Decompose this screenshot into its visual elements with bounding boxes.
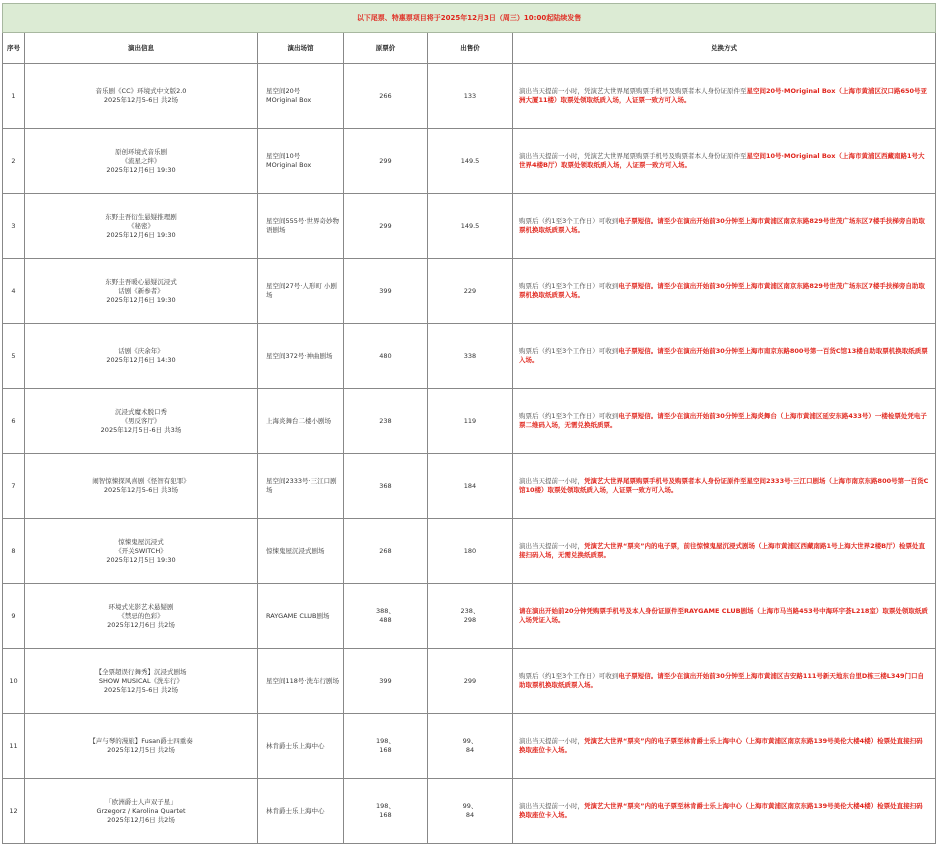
show-info-line: 2025年12月5-6日 共2场 [103, 685, 179, 694]
original-price-cell [344, 779, 428, 844]
redeem-method-text: 购票后（约1至3个工作日）可收到 [519, 217, 619, 225]
redeem-method-text: 购票后（约1至3个工作日）可收到 [519, 672, 619, 680]
table-row [3, 519, 936, 584]
redeem-method-cell [513, 259, 936, 324]
header-method: 兑换方式 [513, 33, 936, 64]
show-info-line: 东野圭吾衍生悬疑推理剧 [105, 212, 177, 221]
venue-line: 上海炎舞台二楼小剧场 [266, 416, 331, 425]
original-price: 299 [379, 221, 392, 230]
original-price-cell [344, 129, 428, 194]
table-row [3, 194, 936, 259]
show-info-line: 【声与琴的漫旅】Fusan爵士四重奏 [89, 737, 193, 745]
sale-price: 99、 [462, 802, 478, 810]
venue-line: 林肯爵士乐上海中心 [266, 741, 325, 750]
original-price: 388、 [376, 607, 395, 615]
venue-cell [258, 714, 344, 779]
show-info-cell [25, 324, 258, 389]
original-price-cell [344, 64, 428, 129]
show-info-line: 【全票超误行舞秀】沉浸式剧场 [95, 667, 187, 676]
sale-price: 119 [463, 416, 477, 425]
sale-price-cell [428, 129, 513, 194]
sale-price: 149.5 [460, 156, 480, 165]
show-info-line: 环境式光影艺术悬疑剧 [108, 602, 174, 611]
sale-price: 84 [465, 746, 475, 754]
redeem-method-cell [513, 194, 936, 259]
show-info-cell [25, 649, 258, 714]
redeem-method-highlight: 星空间20号·MOriginal Box（上海市黄浦区汉口路650号亚洲大厦11楼）取票处领取纸质入场，人证票一致方可入场。 [519, 87, 928, 104]
sale-price: 184 [463, 481, 477, 490]
row-number: 7 [3, 454, 25, 519]
redeem-method-highlight: 电子票短信。请至少在演出开始前30分钟至上海市黄浦区南京东路829号世茂广场东区7楼手扶梯旁自助取票机换取纸质票入场。 [519, 282, 925, 299]
original-price-cell [344, 324, 428, 389]
redeem-method-text: 购票后（约1至3个工作日）可收到 [519, 282, 619, 290]
show-info-cell [25, 714, 258, 779]
sale-price: 298 [463, 616, 477, 624]
original-price: 480 [379, 351, 392, 360]
table-row [3, 259, 936, 324]
venue-line: 星空间10号 [266, 152, 301, 160]
redeem-method-highlight: 凭演艺大世界尾票购票手机号及购票者本人身份证原件至星空间2333号·三江口剧场（上海市南京东路800号第一百货C馆10楼）取票处领取纸质入场，人证票一致方可入场。 [519, 477, 929, 494]
header-venue: 演出场馆 [258, 33, 344, 64]
redeem-method-highlight: 请在演出开始前20分钟凭购票手机号及本人身份证原件至RAYGAME CLUB剧场（上海市马当路453号中海环宇荟L218室）取票处领取纸质入场凭证入场。 [519, 607, 928, 624]
table-row [3, 584, 936, 649]
show-info-line: 2025年12月5-6日 共2场 [103, 96, 179, 104]
sale-price-cell [428, 259, 513, 324]
venue-cell [258, 454, 344, 519]
sale-price: 229 [463, 286, 477, 295]
venue-cell [258, 194, 344, 259]
venue-line: MOriginal Box [266, 161, 312, 169]
redeem-method-cell [513, 779, 936, 844]
redeem-method-text: 演出当天提前一小时， [519, 477, 584, 485]
sale-price-cell [428, 64, 513, 129]
header-num: 序号 [3, 33, 25, 64]
row-number: 4 [3, 259, 25, 324]
ticket-table-sheet [2, 3, 935, 844]
row-number: 12 [3, 779, 25, 844]
original-price-cell [344, 454, 428, 519]
show-info-line: 《秘密》 [128, 221, 154, 230]
venue-line: 星空间372号·神曲剧场 [266, 351, 333, 360]
header-sale: 出售价 [428, 33, 513, 64]
show-info-cell [25, 779, 258, 844]
row-number: 6 [3, 389, 25, 454]
table-row [3, 649, 936, 714]
table-header-row [3, 33, 936, 64]
venue-cell [258, 64, 344, 129]
row-number: 9 [3, 584, 25, 649]
redeem-method-text: 演出当天提前一小时， [519, 737, 584, 745]
show-info-cell [25, 194, 258, 259]
original-price: 168 [379, 811, 392, 819]
original-price-cell [344, 259, 428, 324]
sale-price-cell [428, 714, 513, 779]
show-info-line: 话剧《新参者》 [118, 286, 164, 295]
redeem-method-text: 演出当天提前一小时， [519, 542, 584, 550]
show-info-line: 《禁忌的色彩》 [118, 611, 164, 620]
venue-line: 星空间2333号·三江口剧场 [266, 477, 337, 494]
venue-cell [258, 324, 344, 389]
venue-line: 惊悚鬼屋沉浸式剧场 [266, 546, 325, 555]
redeem-method-cell [513, 714, 936, 779]
venue-line: 星空间118号·洗车行剧场 [266, 676, 339, 685]
row-number: 8 [3, 519, 25, 584]
show-info-line: 2025年12月6日 14:30 [106, 356, 176, 364]
venue-line: 林肯爵士乐上海中心 [266, 806, 325, 815]
redeem-method-highlight: 电子票短信。请至少在演出开始前30分钟至上海炎舞台（上海市黄浦区延安东路433号）一楼检票处凭电子票二维码入场，无需兑换纸质票。 [519, 412, 927, 429]
row-number: 11 [3, 714, 25, 779]
redeem-method-highlight: 电子票短信。请至少在演出开始前30分钟至上海市南京东路800号第一百货C馆13楼自助取票机换取纸质票入场。 [519, 347, 928, 364]
original-price-cell [344, 584, 428, 649]
show-info-cell [25, 389, 258, 454]
sale-price: 149.5 [460, 221, 480, 230]
header-info: 演出信息 [25, 33, 258, 64]
table-row [3, 64, 936, 129]
sale-price-cell [428, 194, 513, 259]
show-info-cell [25, 519, 258, 584]
sale-price: 238、 [460, 607, 480, 615]
sale-price-cell [428, 584, 513, 649]
table-row [3, 454, 936, 519]
venue-cell [258, 519, 344, 584]
show-info-cell [25, 259, 258, 324]
row-number: 3 [3, 194, 25, 259]
venue-line: MOriginal Box [266, 96, 312, 104]
table-row [3, 129, 936, 194]
header-price: 原票价 [344, 33, 428, 64]
sale-price: 133 [463, 91, 477, 100]
venue-cell [258, 649, 344, 714]
show-info-line: 2025年12月5日 19:30 [106, 555, 176, 564]
row-number: 5 [3, 324, 25, 389]
show-info-line: Grzegorz / Karolina Quartet [96, 806, 186, 815]
show-info-line: 2025年12月5日 共2场 [107, 746, 175, 754]
sale-price: 99、 [462, 737, 478, 745]
redeem-method-highlight: 电子票短信。请至少在演出开始前30分钟至上海市黄浦区吉安路111号新天地东台里D栋三楼L349门口自助取票机换取纸质票入场。 [519, 672, 925, 689]
show-info-line: 《男反客厅》 [121, 416, 161, 425]
redeem-method-cell [513, 129, 936, 194]
original-price: 198、 [376, 802, 395, 810]
venue-cell [258, 259, 344, 324]
sale-notice-banner: 以下尾票、特惠票项目将于2025年12月3日（周三）10:00起陆续发售 [3, 4, 936, 33]
original-price: 488 [379, 616, 392, 624]
redeem-method-cell [513, 64, 936, 129]
show-info-line: 2025年12月6日 共2场 [107, 815, 175, 824]
show-info-line: 惊悚鬼屋沉浸式 [118, 537, 164, 546]
row-number: 10 [3, 649, 25, 714]
sale-price-cell [428, 779, 513, 844]
sale-price-cell [428, 324, 513, 389]
row-number: 1 [3, 64, 25, 129]
show-info-line: 2025年12月6日 共2场 [107, 620, 175, 629]
original-price: 238 [379, 416, 392, 425]
show-info-line: 2025年12月6日 19:30 [106, 165, 176, 174]
show-info-line: 东野圭吾暖心悬疑沉浸式 [105, 277, 177, 286]
redeem-method-highlight: 凭演艺大世界“票夹”内的电子票至林肯爵士乐上海中心（上海市黄浦区南京东路139号美伦大楼4楼）检票处直接扫码换取座位卡入场。 [519, 802, 923, 819]
redeem-method-text: 演出当天提前一小时， [519, 802, 584, 810]
original-price: 399 [379, 286, 392, 295]
show-info-line: 2025年12月5-6日 共3场 [103, 486, 179, 494]
sale-price-cell [428, 649, 513, 714]
show-info-cell [25, 64, 258, 129]
show-info-line: 沉浸式魔术脱口秀 [115, 407, 167, 416]
show-info-line: 原创环境式音乐剧 [115, 147, 167, 156]
table-row [3, 324, 936, 389]
sale-price: 84 [465, 811, 475, 819]
table-row [3, 714, 936, 779]
redeem-method-highlight: 凭演艺大世界“票夹”内的电子票，前往惊悚鬼屋沉浸式剧场（上海市黄浦区西藏南路1号上海大世界2楼B厅）检票处直接扫码入场，无需兑换纸质票。 [519, 542, 926, 559]
show-info-line: 2025年12月6日 19:30 [106, 295, 176, 304]
redeem-method-cell [513, 519, 936, 584]
original-price: 299 [379, 156, 392, 165]
redeem-method-highlight: 凭演艺大世界“票夹”内的电子票至林肯爵士乐上海中心（上海市黄浦区南京东路139号美伦大楼4楼）检票处直接扫码换取座位卡入场。 [519, 737, 923, 754]
redeem-method-cell [513, 454, 936, 519]
show-info-cell [25, 454, 258, 519]
redeem-method-cell [513, 649, 936, 714]
show-info-line: 「欧洲爵士人声双子星」 [105, 797, 177, 806]
show-info-line: 2025年12月5日-6日 共3场 [100, 425, 182, 434]
venue-line: RAYGAME CLUB剧场 [266, 611, 330, 620]
table-row [3, 389, 936, 454]
show-info-line: SHOW MUSICAL《洗车行》 [98, 676, 184, 685]
show-info-cell [25, 129, 258, 194]
venue-cell [258, 584, 344, 649]
venue-line: 星空间555号·世界奇妙物语剧场 [266, 217, 339, 234]
show-info-line: 音乐剧《CC》环境式中文版2.0 [95, 87, 187, 95]
sale-price: 180 [463, 546, 477, 555]
venue-cell [258, 129, 344, 194]
original-price: 368 [379, 481, 392, 490]
venue-line: 星空间27号·人形町 小剧场 [266, 282, 337, 299]
original-price: 198、 [376, 737, 395, 745]
redeem-method-text: 演出当天提前一小时，凭演艺大世界尾票购票手机号及购票者本人身份证原件至 [519, 87, 747, 95]
venue-line: 星空间20号 [266, 87, 301, 95]
ticket-table [2, 3, 936, 844]
sale-price-cell [428, 519, 513, 584]
show-info-line: 《开关SWITCH》 [115, 546, 167, 555]
original-price-cell [344, 649, 428, 714]
original-price-cell [344, 389, 428, 454]
show-info-cell [25, 584, 258, 649]
original-price: 268 [379, 546, 392, 555]
sale-price: 299 [463, 676, 477, 685]
table-row [3, 779, 936, 844]
sale-price: 338 [463, 351, 477, 360]
table-body [3, 64, 936, 844]
redeem-method-text: 购票后（约1至3个工作日）可收到 [519, 412, 619, 420]
show-info-line: 话剧《庆余年》 [118, 347, 164, 355]
redeem-method-cell [513, 324, 936, 389]
redeem-method-cell [513, 584, 936, 649]
sale-price-cell [428, 389, 513, 454]
venue-cell [258, 779, 344, 844]
original-price-cell [344, 714, 428, 779]
redeem-method-highlight: 电子票短信。请至少在演出开始前30分钟至上海市黄浦区南京东路829号世茂广场东区7楼手扶梯旁自助取票机换取纸质票入场。 [519, 217, 925, 234]
show-info-line: 2025年12月6日 19:30 [106, 230, 176, 239]
redeem-method-cell [513, 389, 936, 454]
redeem-method-highlight: 星空间10号·MOriginal Box（上海市黄浦区西藏南路1号大世界4楼B厅）取票处领取纸质入场，人证票一致方可入场。 [519, 152, 925, 169]
original-price-cell [344, 519, 428, 584]
original-price-cell [344, 194, 428, 259]
sale-price-cell [428, 454, 513, 519]
show-info-line: 《流星之绊》 [121, 156, 161, 165]
show-info-line: 闹智惊悚探风喜剧《怪智有犯罪》 [92, 477, 190, 485]
venue-cell [258, 389, 344, 454]
original-price: 266 [379, 91, 392, 100]
row-number: 2 [3, 129, 25, 194]
original-price: 168 [379, 746, 392, 754]
redeem-method-text: 购票后（约1至3个工作日）可收到 [519, 347, 619, 355]
redeem-method-text: 演出当天提前一小时，凭演艺大世界尾票购票手机号及购票者本人身份证原件至 [519, 152, 747, 160]
original-price: 399 [379, 676, 392, 685]
